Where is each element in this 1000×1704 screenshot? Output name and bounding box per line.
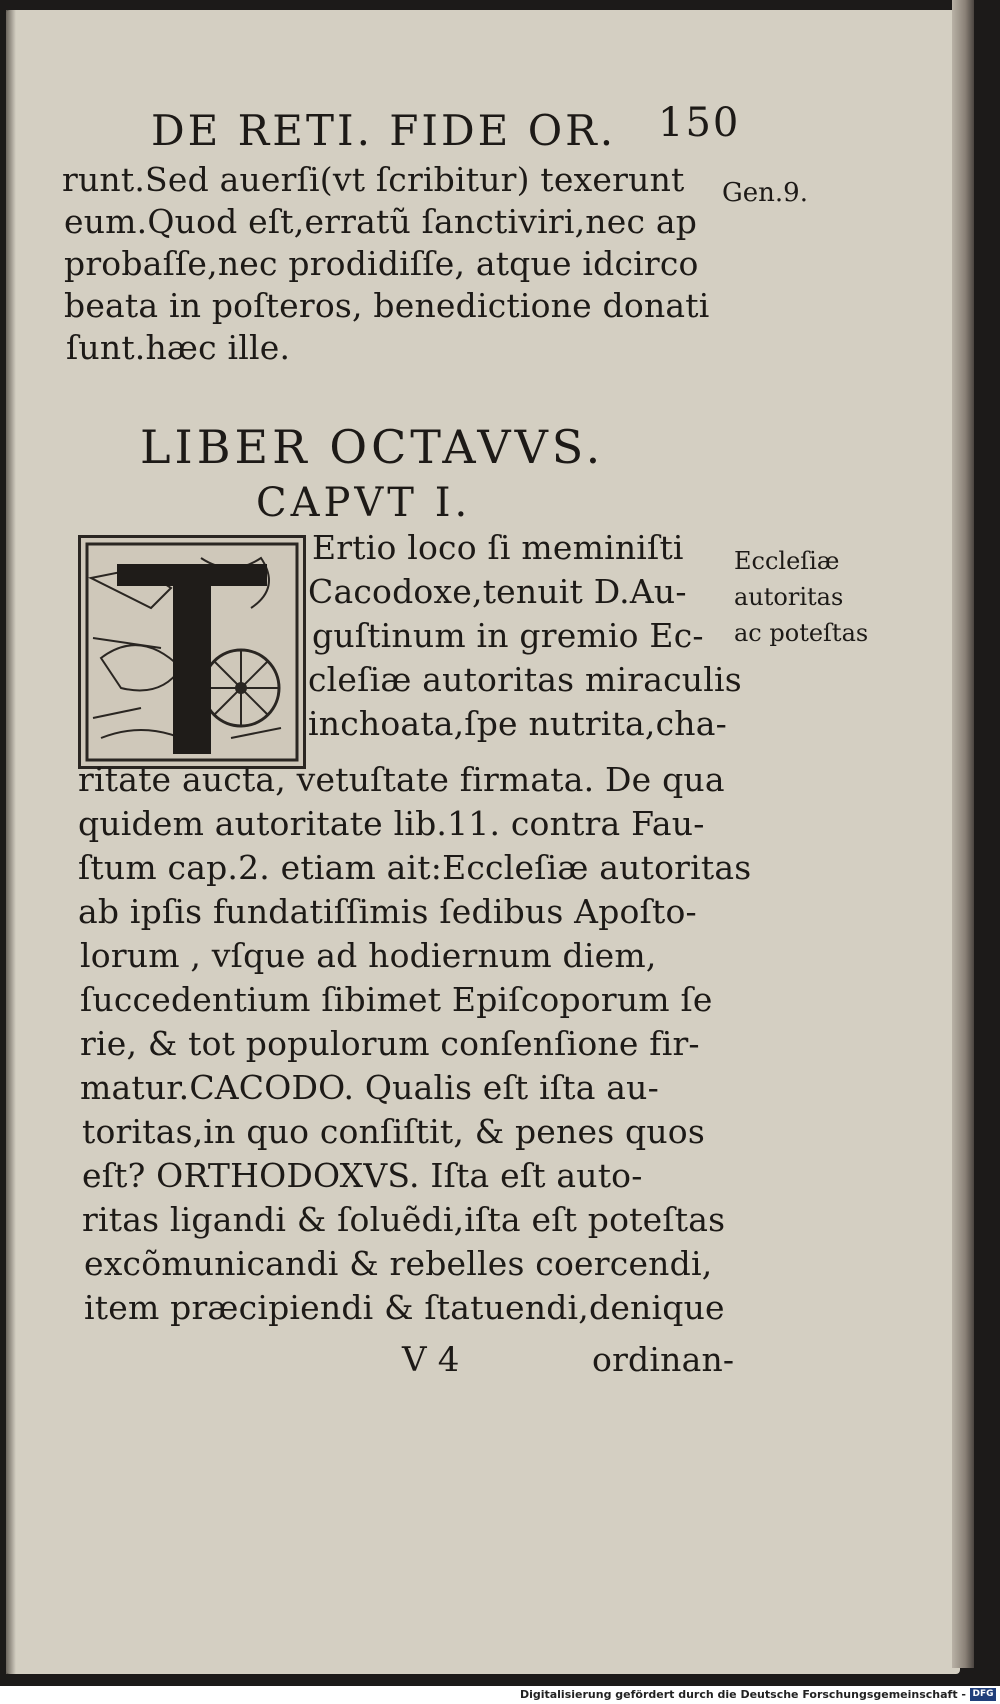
text-line: ſuccedentium ſibimet Epiſcoporum ſe (80, 980, 713, 1019)
text-line: Cacodoxe,tenuit D.Au- (308, 572, 687, 611)
page-edge (952, 0, 974, 1668)
dfg-logo-icon: DFG (970, 1688, 996, 1701)
text-line: quidem autoritate lib.11. contra Fau- (78, 804, 705, 843)
text-line: guſtinum in gremio Ec- (312, 616, 704, 655)
text-line: ritate aucta, vetuſtate firmata. De qua (78, 760, 725, 799)
text-line: Ertio loco ſi meminiſti (312, 528, 684, 567)
signature-mark: V 4 (402, 1340, 460, 1380)
text-line: lorum , vſque ad hodiernum diem, (80, 936, 657, 975)
running-head: DE RETI. FIDE OR. (151, 106, 617, 155)
text-line: toritas,in quo conſiſtit, & penes quos (82, 1112, 705, 1151)
text-line: excõmunicandi & rebelles coercendi, (84, 1244, 713, 1283)
text-line: runt.Sed auerſi(vt ſcribitur) texerunt (62, 160, 685, 199)
text-line: ab ipſis fundatiſſimis ſedibus Apoſto- (78, 892, 697, 931)
text-line: probaſſe,nec prodidiſſe, atque idcirco (64, 244, 699, 283)
text-line: ritas ligandi & ſoluẽdi,iſta eſt poteſtas (82, 1200, 726, 1239)
text-line: cleſiæ autoritas miraculis (308, 660, 742, 699)
text-line: rie, & tot populorum conſenſione fir- (80, 1024, 700, 1063)
footer-bar (0, 1686, 1000, 1704)
page-number: 150 (658, 100, 741, 146)
text-line: matur.CACODO. Qualis eſt iſta au- (80, 1068, 659, 1107)
margin-note-gen: Gen.9. (722, 178, 808, 208)
text-line: item præcipiendi & ſtatuendi,denique (84, 1288, 725, 1327)
footer-credit: Digitalisierung gefördert durch die Deutsche Forschungsgemeinschaft - (519, 1688, 966, 1701)
text-line: beata in poſteros, benedictione donati (64, 286, 710, 325)
margin-note-ecclesiae-1: Eccleſiæ (734, 547, 840, 575)
text-line: ſtum cap.2. etiam ait:Eccleſiæ autoritas (78, 848, 752, 887)
woodcut-initial-icon (78, 535, 306, 769)
chapter-heading: CAPVT I. (256, 480, 472, 526)
catchword: ordinan- (592, 1340, 735, 1379)
text-line: inchoata,ſpe nutrita,cha- (308, 704, 727, 743)
margin-note-ecclesiae-3: ac poteſtas (734, 619, 869, 647)
margin-note-ecclesiae-2: autoritas (734, 583, 844, 611)
book-heading: LIBER OCTAVVS. (140, 420, 605, 474)
text-line: eum.Quod eſt,erratũ ſanctiviri,nec ap (64, 202, 698, 241)
page-gutter-shadow (6, 10, 16, 1674)
woodcut-initial-graphic (81, 538, 303, 766)
text-line: eſt? ORTHODOXVS. Iſta eſt auto- (82, 1156, 643, 1195)
book-page (6, 10, 960, 1674)
text-line: ſunt.hæc ille. (66, 328, 291, 367)
